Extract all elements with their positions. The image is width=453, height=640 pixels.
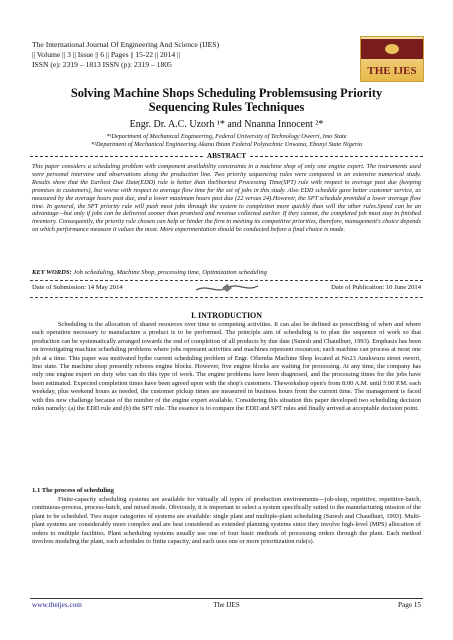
introduction-paragraph: Scheduling is the allocation of shared resources over time to competing activities. It can also be defined as prescribing of when and where each operation necessary to manufacture a product is to be performed. The principle aim of scheduling is to plan the sequence of work so that production can be systematically arranged towards the end of completion of all products by due date (Suresh and Chaudhuri, 1993). Emphasis has been on investigating machine scheduling problems where jobs represent activities and machines represent resources; each machine can process at most one job at a time. This paper was motivated bythe current scheduling problem of Engr. Ofiemba Machine Shop located at No23 Anukwuru street owerri, Imo state. The machine shop presently rebores engine blocks. However, five engine blocks are waiting for processing. At any time, the company has only one engine expert on duty who can do this type of work. The engine problems have been diagnosed, and the processing times for the jobs have been estimated. Expected completion times have been agreed upon with the shop's customers. Theworkshop open's from 8:00 A.M. until 5:00 P.M. each weekday, plus weekend hours as needed, the customer pickup times are measured in business hours from the current time. The management is faced with this new challenge because of the number of the engine expert available. Considering this situation this paper developed two scheduling decision rules namely: (a) the EDD rule and (b) the SPT rule. The essence is to compare the EDD and SPT rules and finally arrived at acceptable decision point.: [32, 321, 421, 413]
journal-name: The International Journal Of Engineering And Science (IJES): [32, 40, 220, 49]
abstract-text: This paper considers a scheduling problem with component availability constraints in a machine shop of only one engine expert. The instruments used were personal interview and observations along the production line. Two priority sequencing rules were compared in an extensive numerical study. Results show that the Earliest Due Date(EDD) rule is better than theShortest Processing Time(SPT) rule with respect to average past due (keeping promises to customers), but worse with respect to average flow time for the set of jobs in this study. Also EDD schedule gave better customer service, as measured by the average hours past due, and a lower maximum hours past due (22 versus 24).However, the SPT schedule provided a lower average flow time. In general, the SPT priority rule will push most jobs through the system to completion more quickly than will the other rules.Speed can be an advantage—but only if jobs can be delivered sooner than promised and revenue collected earlier. If they cannot, the completed job must stay in finished inventory. Consequently, the priority rule chosen can help or hinder the firm in meeting its competitive priorities, therefore, management's choice depends on which performance measure it values the most. More experimentation should be conducted before a final choice is made.: [32, 163, 421, 234]
ornament-swash-icon: [194, 282, 260, 294]
introduction-body: [32, 321, 421, 413]
page-footer: [32, 601, 421, 611]
subsection-body: [32, 496, 421, 546]
divider-bottom: [30, 297, 423, 298]
footer-page-number: Page 15: [398, 601, 421, 609]
journal-issn: ISSN (e): 2319 – 1813 ISSN (p): 2319 – 1805: [32, 60, 172, 69]
footer-rule: [30, 598, 423, 599]
submission-date: Date of Submission: 14 May 2014: [32, 284, 123, 291]
subsection-heading: 1.1 The process of scheduling: [32, 487, 115, 494]
keywords-label: KEY WORDS:: [32, 269, 72, 276]
section-heading-introduction: I. INTRODUCTION: [190, 311, 263, 320]
journal-header: [32, 40, 362, 70]
paper-authors: Engr. Dr. A.C. Uzorh ¹* and Nnanna Innocent ²*: [129, 119, 324, 130]
affiliation-2: *²Department of Mechanical Engineering Akanu Ibiam Federal Polytechnic Unwana, Ebonyi State Nigeria: [90, 141, 363, 148]
publication-date: Date of Publication: 10 June 2014: [331, 284, 421, 291]
keywords-text: Job scheduling, Machine Shop, processing time, Optimization scheduling: [73, 269, 267, 276]
paper-title: Solving Machine Shops Scheduling Problemsusing Priority Sequencing Rules Techniques: [70, 86, 383, 114]
logo-emblem: [361, 39, 423, 59]
affiliation-1: *¹Department of Mechanical Engineering, Federal University of Technology Owerri, Imo State: [106, 133, 347, 140]
divider-top: [30, 280, 423, 281]
ijes-logo: [360, 36, 424, 82]
footer-website-link[interactable]: www.theijes.com: [32, 601, 82, 609]
keywords-line: [32, 269, 421, 277]
subsection-paragraph: Finite-capacity scheduling systems are available for virtually all types of production environments—job-shop, repetitive, repetitive-batch, continuous-process, process-batch, and mixed mode. Obviously, it is important to select a system specifically suited to the manufacturing mission of the plant to be scheduled. Two major categories of systems are available: single plant and multiple-plant scheduling (Suresh and Chaudhuri, 1993). Multi-plant systems are considerably more complex and are best considered as extended planning systems since they involve high-level (MPS) allocation of orders to multiple facilities. Plant scheduling systems usually use one of four basic methods of processing orders through the plant. Each method involves modeling the plant, each schedules to finite capacity, and each uses one or more prioritization rule(s).: [32, 496, 421, 546]
footer-journal: The IJES: [213, 601, 240, 609]
author-affiliations: [40, 133, 413, 149]
logo-text: THE IJES: [367, 65, 417, 77]
abstract-divider: [30, 152, 423, 161]
abstract-label: ABSTRACT: [206, 152, 247, 160]
journal-volume: || Volume || 3 || Issue || 6 || Pages || 15-22 || 2014 ||: [32, 50, 181, 59]
